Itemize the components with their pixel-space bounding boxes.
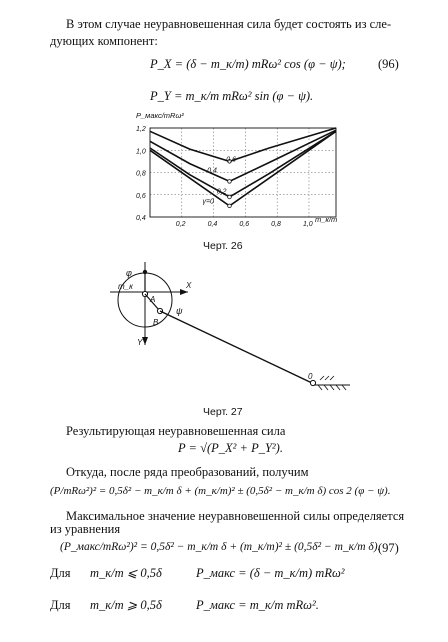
y-tick-label: 0,8 xyxy=(136,170,146,178)
equation-number-97: (97) xyxy=(378,541,399,555)
maxval-line-2: из уравнения xyxy=(50,522,121,536)
case1-condition: m_к/m ⩽ 0,5δ xyxy=(90,566,162,580)
x-tick-label: 1,0 xyxy=(302,221,313,228)
figure-26-caption: Черт. 26 xyxy=(203,240,243,252)
label-x: X xyxy=(186,281,192,290)
chart-y-label: P_макс/mRω² xyxy=(136,111,184,120)
equation-py: P_Y = m_к/m mRω² sin (φ − ψ). xyxy=(150,89,314,103)
intro-line-2: дующих компонент: xyxy=(50,34,158,48)
counterweight-dot xyxy=(143,270,147,274)
series-label: 0,2 xyxy=(216,188,227,196)
series-label: 0,6 xyxy=(226,156,237,164)
slider-hatch xyxy=(320,376,334,380)
label-b: B xyxy=(153,318,159,327)
label-mk: m_к xyxy=(118,282,133,291)
case2-label: Для xyxy=(50,598,71,612)
y-tick-label: 1,2 xyxy=(136,126,146,133)
maxval-line-1: Максимальное значение неуравновешенной силы определяется xyxy=(66,509,405,523)
x-tick-label: 0,4 xyxy=(207,221,218,228)
case2-condition: m_к/m ⩾ 0,5δ xyxy=(90,598,162,612)
case2-formula: P_макс = m_к/m mRω². xyxy=(196,598,319,612)
y-tick-label: 0,6 xyxy=(136,192,146,200)
intro-line-1: В этом случае неуравновешенная сила будет состоять из сле- xyxy=(66,17,392,31)
equation-px: P_X = (δ − m_к/m) mRω² cos (φ − ψ); xyxy=(150,57,346,71)
y-tick-label: 1,0 xyxy=(136,148,146,156)
label-psi: ψ xyxy=(176,306,183,316)
y-axis-arrow xyxy=(142,337,148,345)
label-a: A xyxy=(150,295,156,304)
label-phi: φ xyxy=(126,268,132,278)
after-formula: (P/mRω²)² = 0,5δ² − m_к/m δ + (m_к/m)² ± (0,5δ² − m_к/m δ) cos 2 (φ − ψ). xyxy=(50,485,391,497)
connecting-rod xyxy=(160,311,312,383)
x-tick-label: 0,6 xyxy=(239,221,250,228)
maxval-formula: (P_макс/mRω²)² = 0,5δ² − m_к/m δ + (m_к/m)² ± (0,5δ² − m_к/m δ). xyxy=(60,541,381,553)
resultant-text: Результирующая неуравновешенная сила xyxy=(66,424,286,438)
figure-27-caption: Черт. 27 xyxy=(203,406,243,418)
resultant-formula: P = √(P_X² + P_Y²). xyxy=(178,441,283,455)
y-tick-label: 0,4 xyxy=(136,215,146,222)
equation-number-96: (96) xyxy=(378,57,399,71)
series-label: 0,4 xyxy=(207,167,217,175)
label-o: 0 xyxy=(308,372,313,381)
x-tick-label: 0,2 xyxy=(175,221,186,228)
after-text: Откуда, после ряда преобразований, получим xyxy=(66,465,309,479)
case1-label: Для xyxy=(50,566,71,580)
series-label: γ=0 xyxy=(202,198,214,206)
case1-formula: P_макс = (δ − m_к/m) mRω² xyxy=(196,566,345,580)
ground-hatch xyxy=(318,385,346,390)
x-tick-label: 0,8 xyxy=(271,221,281,228)
chart-x-label: m_к/m xyxy=(315,215,338,224)
label-y: Y xyxy=(137,338,143,347)
